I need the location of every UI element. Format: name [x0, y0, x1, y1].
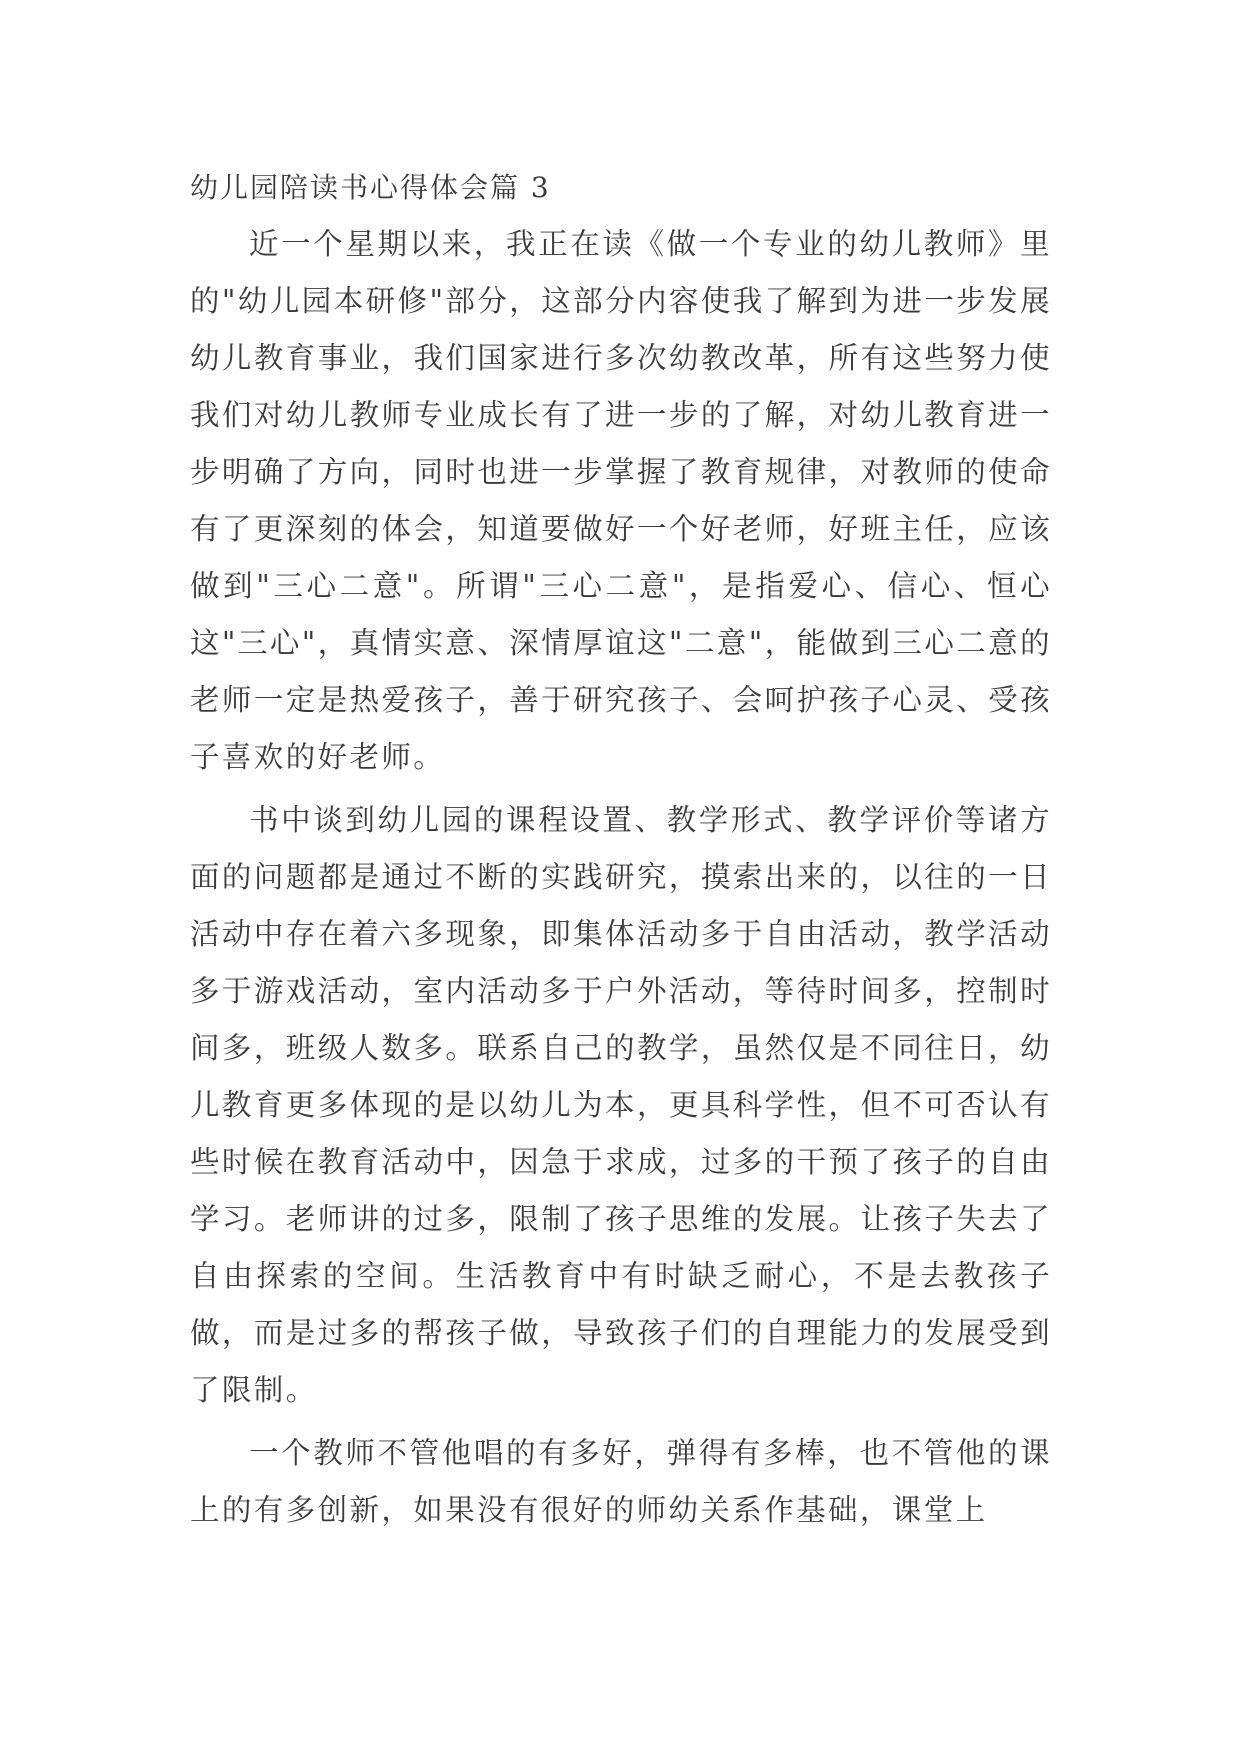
document-body: [190, 160, 1052, 1545]
paragraph-3: 一个教师不管他唱的有多好，弹得有多棒，也不管他的课上的有多创新，如果没有很好的师幼关系作基础，课堂上: [190, 1436, 1052, 1527]
document-title: 幼儿园陪读书心得体会篇 3: [190, 171, 551, 204]
paragraph-1: 近一个星期以来，我正在读《做一个专业的幼儿教师》里的"幼儿园本研修"部分，这部分内容使我了解到为进一步发展幼儿教育事业，我们国家进行多次幼教改革，所有这些努力使我们对幼儿教师专业成长有了进一步的了解，对幼儿教育进一步明确了方向，同时也进一步掌握了教育规律，对教师的使命有了更深刻的体会，知道要做好一个好老师，好班主任，应该做到"三心二意"。所谓"三心二意"，是指爱心、信心、恒心这"三心"，真情实意、深情厚谊这"二意"，能做到三心二意的老师一定是热爱孩子，善于研究孩子、会呵护孩子心灵、受孩子喜欢的好老师。: [190, 227, 1052, 774]
paragraph-2: 书中谈到幼儿园的课程设置、教学形式、教学评价等诸方面的问题都是通过不断的实践研究，摸索出来的，以往的一日活动中存在着六多现象，即集体活动多于自由活动，教学活动多于游戏活动，室内活动多于户外活动，等待时间多，控制时间多，班级人数多。联系自己的教学，虽然仅是不同往日，幼儿教育更多体现的是以幼儿为本，更具科学性，但不可否认有些时候在教育活动中，因急于求成，过多的干预了孩子的自由学习。老师讲的过多，限制了孩子思维的发展。让孩子失去了自由探索的空间。生活教育中有时缺乏耐心，不是去教孩子做，而是过多的帮孩子做，导致孩子们的自理能力的发展受到了限制。: [190, 803, 1052, 1407]
